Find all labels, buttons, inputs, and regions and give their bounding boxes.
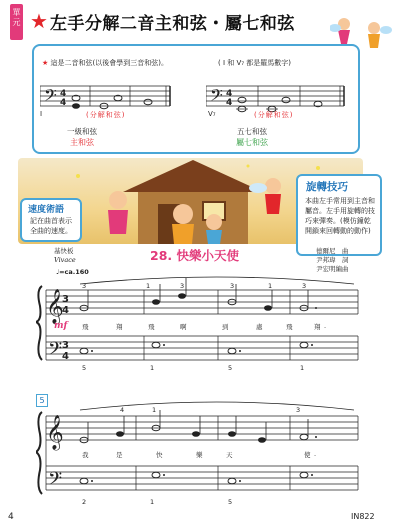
page-number: 4 (8, 512, 14, 522)
lyric: 我 (82, 451, 89, 459)
tempo-term-title: 速度術語 (28, 205, 65, 215)
svg-text:4: 4 (60, 89, 67, 99)
basic-label: 基快板 (54, 247, 74, 255)
svg-text:𝄢: 𝄢 (48, 339, 63, 364)
measure-number: 5 (36, 394, 48, 407)
svg-text:𝄢: 𝄢 (44, 85, 57, 109)
tempo-term-text: 記在曲首表示全曲的速度。 (30, 217, 72, 235)
numeral-note: ( I 和 V₇ 都是羅馬數字) (218, 59, 292, 67)
star-icon: ★ (42, 59, 49, 67)
chord-note: ★ 這是二音和弦(以後會學到三音和弦)。 (42, 59, 168, 67)
chord1-analysis: (分解和弦) (86, 111, 126, 119)
finger-number: 1 (268, 282, 273, 290)
finger-number: 1 (152, 406, 157, 414)
page-title: 左手分解二音主和弦・屬七和弦 (49, 13, 295, 34)
finger-number: 3 (230, 282, 235, 290)
finger-number: 4 (120, 406, 125, 414)
lyric: 樂 (196, 451, 203, 459)
lyric: 使 (304, 451, 311, 459)
star-icon: ★ (30, 9, 48, 33)
chord2-numeral: V₇ (208, 110, 216, 118)
finger-number: 5 (228, 498, 233, 506)
chord2-analysis: (分解和弦) (254, 111, 294, 119)
lyric-period: . (324, 322, 327, 330)
svg-text:3: 3 (62, 294, 69, 305)
finger-number: 1 (300, 364, 305, 372)
finger-number: 3 (296, 406, 301, 414)
lyric: 飛 (148, 323, 155, 331)
svg-text:𝄢: 𝄢 (48, 469, 63, 494)
svg-text:𝄞: 𝄞 (46, 289, 64, 324)
dynamic-mark: mf (54, 321, 68, 331)
chord1-name: 一級和弦 (67, 127, 97, 136)
credit-lyricist: 尹邦瑋 詞 (316, 256, 349, 264)
chord1-label: 主和弦 (70, 138, 94, 147)
svg-text:𝄢: 𝄢 (210, 85, 223, 109)
svg-text:4: 4 (226, 98, 233, 108)
finger-number: 5 (82, 364, 87, 372)
chord1-numeral: I (40, 110, 43, 118)
lyric: 到 (222, 323, 229, 331)
tempo-mark: ♩=ca.160 (56, 268, 89, 276)
finger-number: 3 (302, 282, 307, 290)
song-title: 28. 快樂小天使 (150, 248, 239, 263)
lyric: 處 (256, 323, 263, 331)
finger-number: 5 (228, 364, 233, 372)
rotation-text: 本曲左手常用到主音和屬音。左手用旋轉的技巧來彈奏。(模仿鐘乾開鎖來回轉動的動作) (305, 197, 375, 235)
lyric: 啊 (180, 323, 187, 331)
finger-number: 3 (82, 282, 87, 290)
book-code: IN822 (351, 512, 375, 521)
lyric: 快 (156, 451, 163, 459)
svg-text:𝄞: 𝄞 (46, 415, 64, 450)
chord2-label: 屬七和弦 (236, 138, 268, 147)
rotation-title: 旋轉技巧 (306, 181, 348, 193)
svg-text:4: 4 (226, 89, 233, 99)
rotation-callout (296, 174, 382, 256)
tempo-word: Vivace (54, 256, 76, 264)
lyric: 飛 (286, 323, 293, 331)
unit-tag: 單元 (10, 4, 23, 40)
finger-number: 3 (180, 282, 185, 290)
lyric: 是 (116, 451, 123, 459)
finger-number: 1 (146, 282, 151, 290)
finger-number: 2 (82, 498, 87, 506)
title-row (30, 6, 295, 36)
credit-composer: 德爾尼 曲 (316, 247, 349, 255)
svg-text:4: 4 (62, 305, 69, 316)
lyric: 天 (226, 451, 233, 459)
lyric: 翔 (314, 323, 321, 331)
lyric: 飛 (82, 323, 89, 331)
svg-text:3: 3 (62, 340, 69, 351)
lyric-period: . (314, 450, 317, 458)
svg-text:4: 4 (60, 98, 67, 108)
chord2-name: 五七和弦 (237, 127, 267, 136)
credit-arranger: 尹宏明編曲 (316, 265, 349, 273)
svg-text:4: 4 (62, 351, 69, 362)
lyric: 翔 (116, 323, 123, 331)
tempo-term-callout (20, 198, 82, 242)
finger-number: 1 (150, 498, 155, 506)
finger-number: 1 (150, 364, 155, 372)
